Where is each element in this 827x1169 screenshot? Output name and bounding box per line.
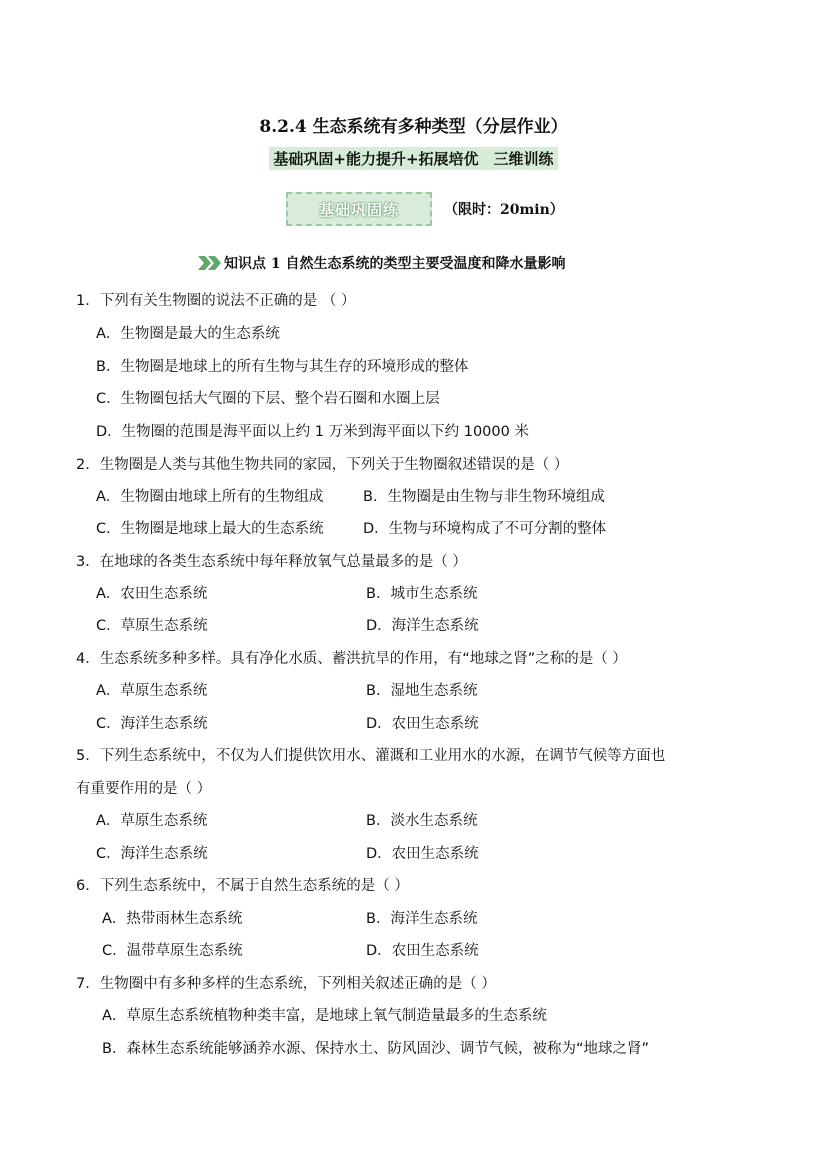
document-title: 8.2.4 生态系统有多种类型（分层作业） xyxy=(259,117,568,137)
knowledge-point-heading xyxy=(198,253,566,273)
answer-option: A．生物圈由地球上所有的生物组成 xyxy=(96,489,324,505)
answer-option: A．热带雨林生态系统 xyxy=(102,911,243,927)
question-stem: 3．在地球的各类生态系统中每年释放氧气总量最多的是（ ） xyxy=(76,554,467,570)
question-stem-continuation: 有重要作用的是（ ） xyxy=(76,781,212,797)
answer-option: A．生物圈是最大的生态系统 xyxy=(96,326,280,342)
answer-option: D．生物与环境构成了不可分割的整体 xyxy=(363,521,607,537)
answer-option: C．海洋生态系统 xyxy=(96,846,208,862)
question-stem: 6．下列生态系统中，不属于自然生态系统的是（ ） xyxy=(76,878,409,894)
answer-option: C．草原生态系统 xyxy=(96,618,208,634)
answer-option: C．海洋生态系统 xyxy=(96,716,208,732)
answer-option: B．生物圈是由生物与非生物环境组成 xyxy=(363,489,605,505)
double-chevron-icon xyxy=(198,256,222,270)
answer-option: C．温带草原生态系统 xyxy=(102,943,243,959)
answer-option: B．海洋生态系统 xyxy=(366,911,478,927)
answer-option: D．农田生态系统 xyxy=(366,943,479,959)
answer-option: A．草原生态系统 xyxy=(96,683,208,699)
question-stem: 2．生物圈是人类与其他生物共同的家园，下列关于生物圈叙述错误的是（ ） xyxy=(76,457,569,473)
question-stem: 4．生态系统多种多样。具有净化水质、蓄洪抗旱的作用，有“地球之肾”之称的是（ ） xyxy=(76,651,627,667)
question-stem: 1．下列有关生物圈的说法不正确的是 （ ） xyxy=(76,293,356,309)
answer-option: A．草原生态系统 xyxy=(96,813,208,829)
answer-option: D．海洋生态系统 xyxy=(366,618,479,634)
answer-option: B．淡水生态系统 xyxy=(366,813,478,829)
answer-option: C．生物圈包括大气圈的下层、整个岩石圈和水圈上层 xyxy=(96,391,440,407)
subtitle-container xyxy=(0,147,827,170)
question-stem: 7．生物圈中有多种多样的生态系统，下列相关叙述正确的是（ ） xyxy=(76,976,496,992)
answer-option: D．农田生态系统 xyxy=(366,716,479,732)
answer-option: B．城市生态系统 xyxy=(366,586,478,602)
answer-option: D．农田生态系统 xyxy=(366,846,479,862)
answer-option: B．湿地生态系统 xyxy=(366,683,478,699)
answer-option: C．生物圈是地球上最大的生态系统 xyxy=(96,521,324,537)
answer-option: A．草原生态系统植物种类丰富，是地球上氧气制造量最多的生态系统 xyxy=(102,1008,547,1024)
question-stem: 5．下列生态系统中，不仅为人们提供饮用水、灌溉和工业用水的水源，在调节气候等方面也 xyxy=(76,748,666,764)
section-badge: 基础巩固练 xyxy=(286,192,432,226)
answer-option: D．生物圈的范围是海平面以上约 1 万米到海平面以下约 10000 米 xyxy=(96,424,529,440)
document-subtitle: 基础巩固+能力提升+拓展培优 三维训练 xyxy=(269,147,557,170)
answer-option: B．森林生态系统能够涵养水源、保持水土、防风固沙、调节气候，被称为“地球之肾” xyxy=(102,1041,649,1057)
answer-option: B．生物圈是地球上的所有生物与其生存的环境形成的整体 xyxy=(96,359,469,375)
answer-option: A．农田生态系统 xyxy=(96,586,208,602)
section-header xyxy=(286,191,564,227)
time-limit: （限时：20min） xyxy=(444,202,564,218)
knowledge-point-label: 知识点 1 自然生态系统的类型主要受温度和降水量影响 xyxy=(224,256,566,272)
